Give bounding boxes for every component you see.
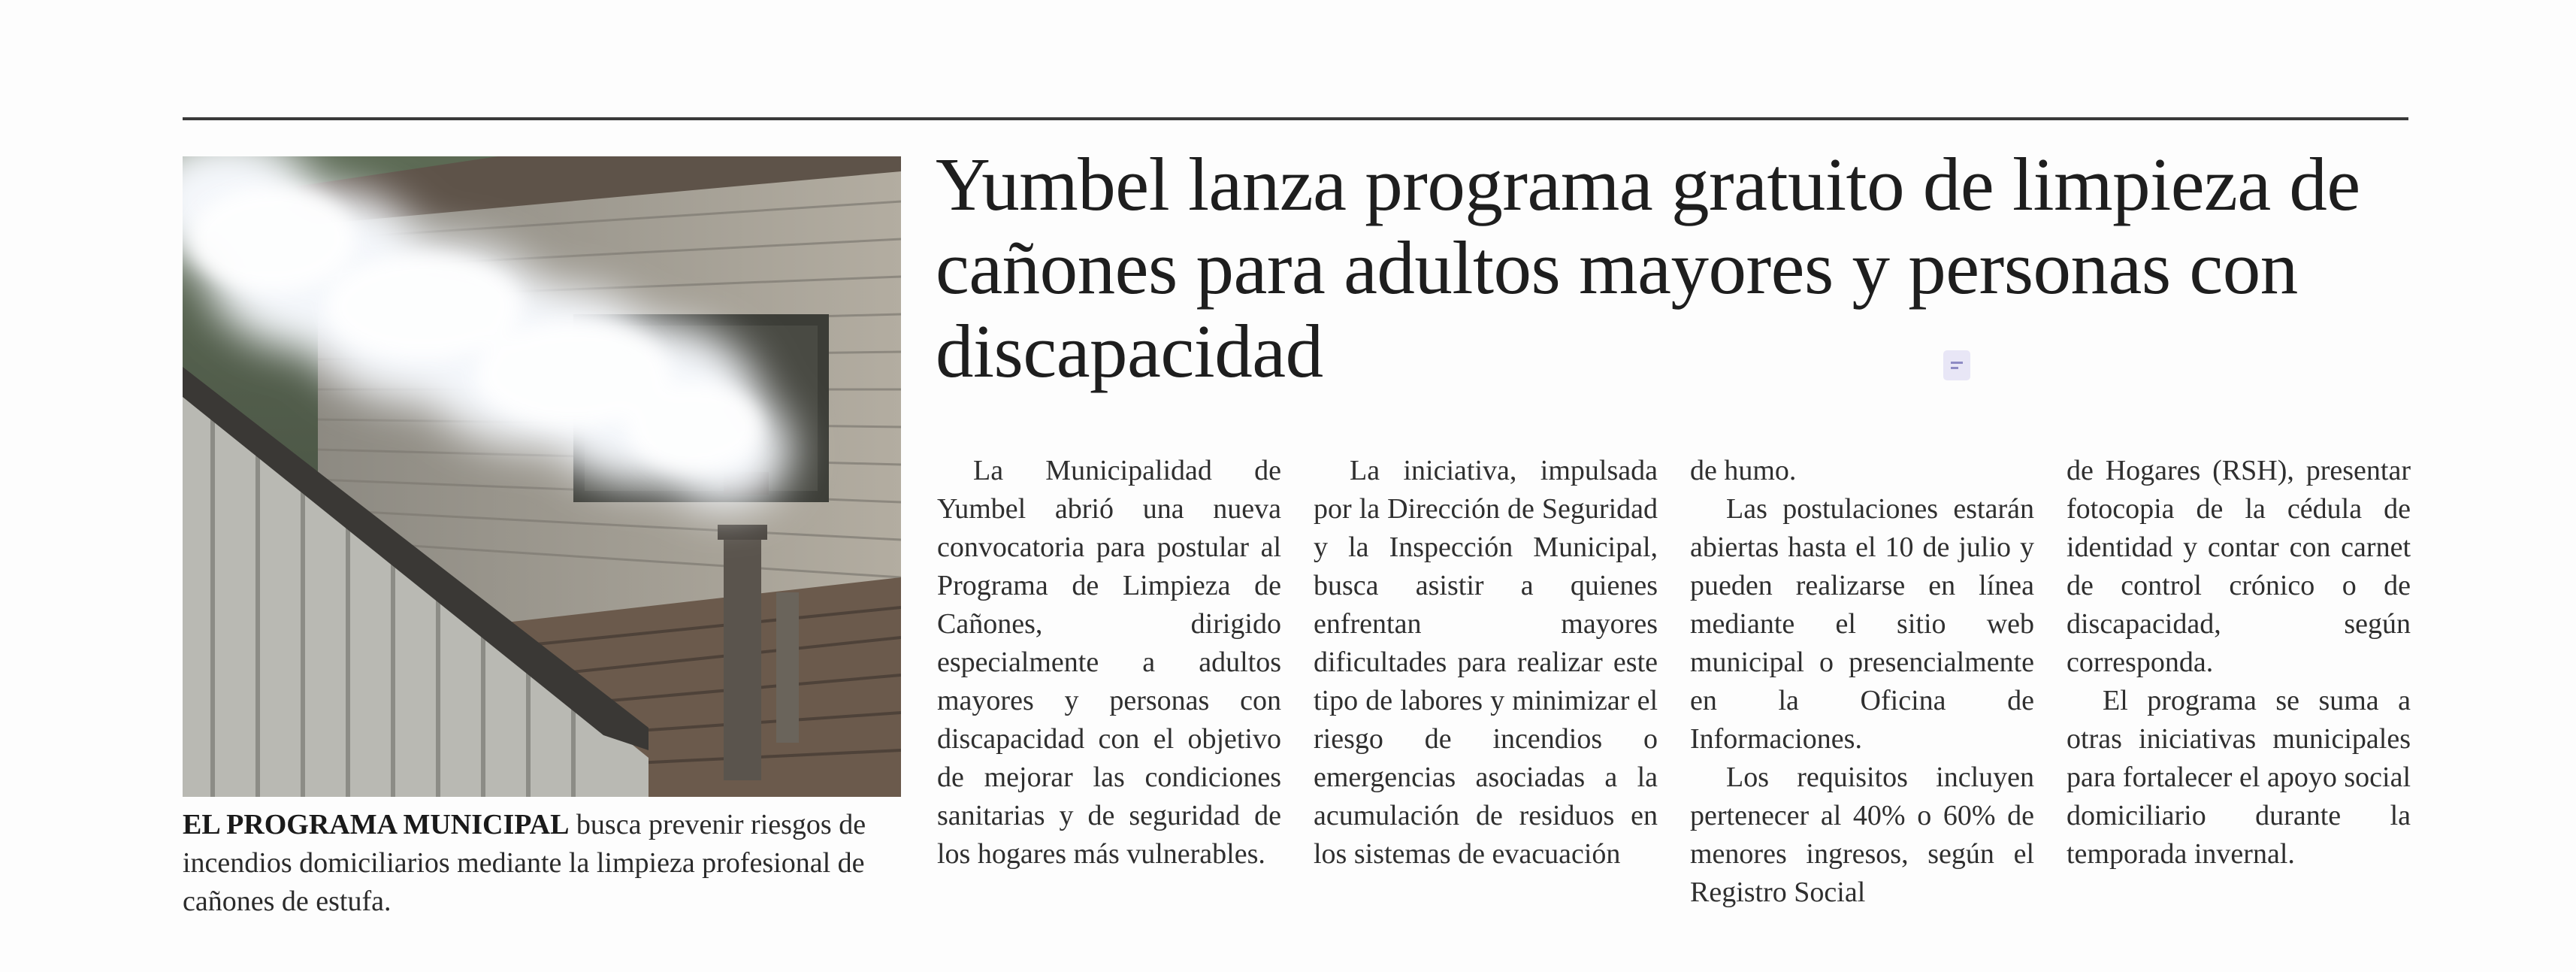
headline: Yumbel lanza programa gratuito de limpieza de cañones para adultos mayores y personas con discapacidad — [936, 142, 2360, 393]
top-rule — [183, 117, 2408, 120]
paragraph: La Municipalidad de Yumbel abrió una nueva convocatoria para postular al Programa de Limpieza de Cañones, dirigido especialmente a adultos mayores y personas con discapacidad con el objetivo de mejorar las condiciones sanitarias y de seguridad de los hogares más vulnerables. — [937, 455, 1281, 870]
paragraph: Los requisitos incluyen pertenecer al 40% o 60% de menores ingresos, según el Registro Social — [1690, 762, 2034, 908]
paragraph-continued: de humo. — [1690, 455, 1797, 486]
caption-text: busca prevenir riesgos de incendios domiciliarios mediante la limpieza profesional de cañones de estufa. — [183, 809, 866, 917]
photo-chimney-smoke-icon — [183, 156, 901, 797]
body-column-4 — [2067, 452, 2411, 874]
body-column-2 — [1314, 452, 1658, 874]
paragraph: La iniciativa, impulsada por la Dirección de Seguridad y la Inspección Municipal, busca asistir a quienes enfrentan mayores dificultades para realizar este tipo de labores y minimizar el riesgo de incendios o emergencias asociadas a la acumulación de residuos en los sistemas de evacuación — [1314, 455, 1658, 870]
photo-caption — [183, 806, 904, 921]
body-column-3 — [1690, 452, 2034, 912]
paragraph: Las postulaciones estarán abiertas hasta el 10 de julio y pueden realizarse en línea mediante el sitio web municipal o presencialmente en la Oficina de Informaciones. — [1690, 493, 2034, 755]
article-photo — [183, 156, 901, 797]
caption-lead: EL PROGRAMA MUNICIPAL — [183, 809, 570, 840]
paragraph-continued: de Hogares (RSH), presentar fotocopia de la cédula de identidad y contar con carnet de control crónico o de discapacidad, según corresponda. — [2067, 455, 2411, 678]
paragraph: El programa se suma a otras iniciativas municipales para fortalecer el apoyo social domiciliario durante la temporada invernal. — [2067, 685, 2411, 870]
note-icon[interactable] — [1943, 350, 1970, 380]
body-column-1 — [937, 452, 1281, 874]
